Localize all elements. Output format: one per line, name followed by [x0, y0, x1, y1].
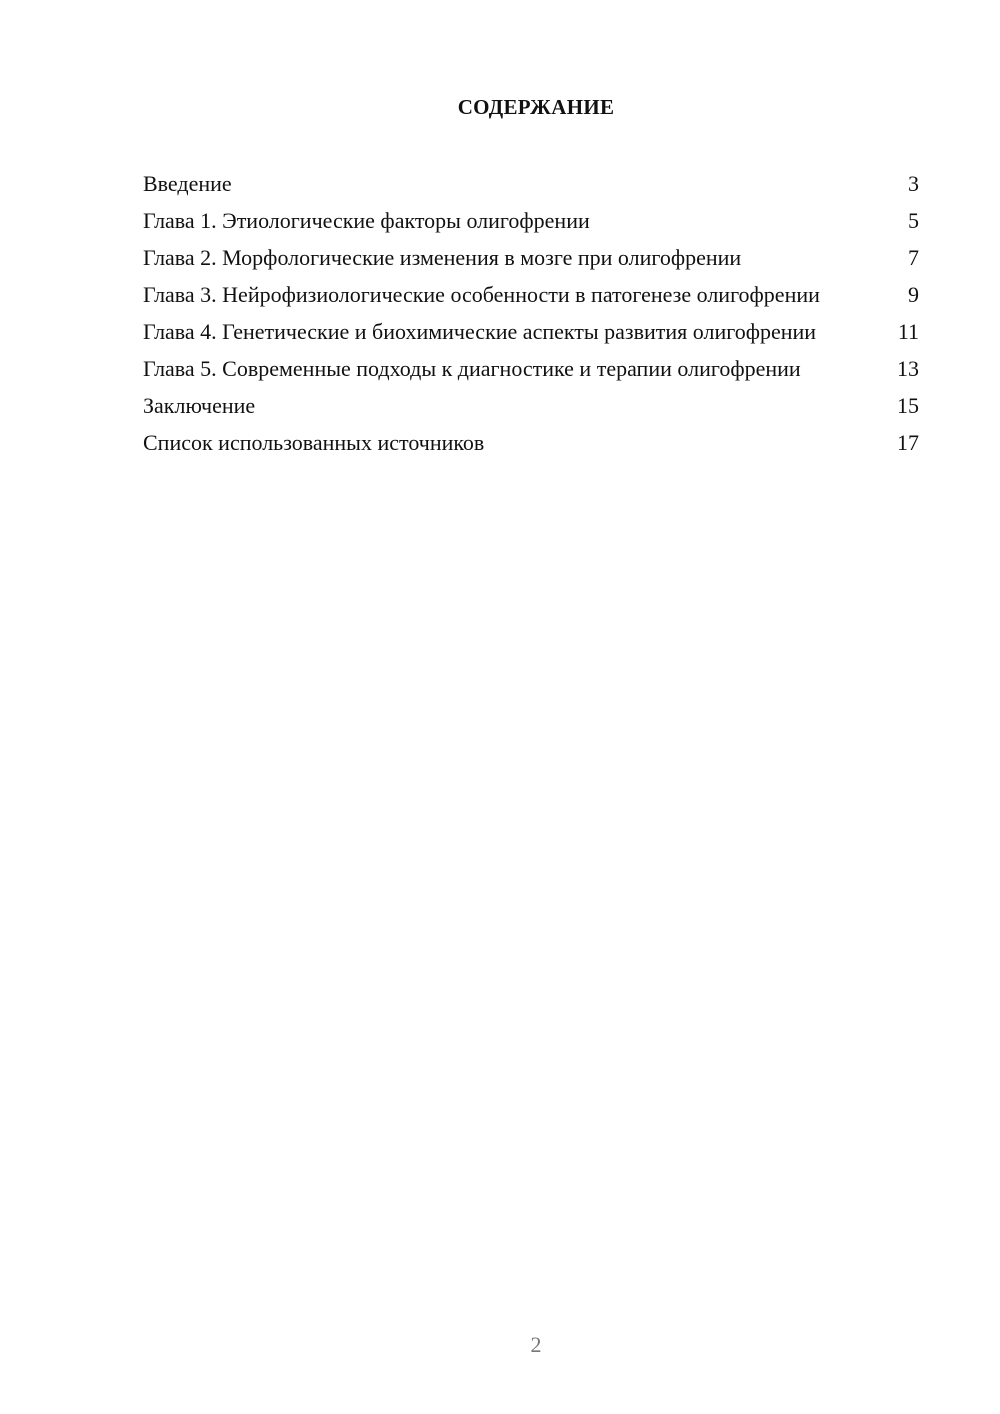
toc-entry-page: 13 [897, 356, 919, 381]
toc-entry-chapter-1 [143, 207, 919, 234]
toc-entry-label: Заключение [143, 393, 256, 418]
toc-entry-conclusion [143, 392, 919, 419]
page-number: 2 [530, 1332, 542, 1357]
toc-entry-label: Глава 1. Этиологические факторы олигофрении [143, 208, 590, 233]
toc-entry-label: Список использованных источников [143, 430, 485, 455]
toc-entry-page: 15 [897, 393, 919, 418]
toc-entry-introduction [143, 170, 919, 197]
toc-entry-chapter-4 [143, 318, 919, 345]
toc-entry-page: 5 [908, 208, 919, 233]
toc-entry-label: Введение [143, 171, 232, 196]
toc-title: СОДЕРЖАНИЕ [457, 95, 615, 119]
toc-entry-page: 9 [908, 282, 919, 307]
toc-entry-page: 17 [897, 430, 919, 455]
toc-entry-page: 7 [908, 245, 919, 270]
toc-entry-references [143, 429, 919, 456]
table-of-contents [143, 170, 919, 466]
toc-entry-chapter-5 [143, 355, 919, 382]
toc-entry-page: 3 [908, 171, 919, 196]
toc-entry-page: 11 [897, 319, 919, 344]
toc-entry-label: Глава 3. Нейрофизиологические особенности в патогенезе олигофрении [143, 282, 820, 307]
toc-entry-label: Глава 5. Современные подходы к диагностике и терапии олигофрении [143, 356, 801, 381]
toc-entry-chapter-3 [143, 281, 919, 308]
toc-entry-label: Глава 2. Морфологические изменения в мозге при олигофрении [143, 245, 742, 270]
toc-entry-chapter-2 [143, 244, 919, 271]
toc-entry-label: Глава 4. Генетические и биохимические аспекты развития олигофрении [143, 319, 817, 344]
